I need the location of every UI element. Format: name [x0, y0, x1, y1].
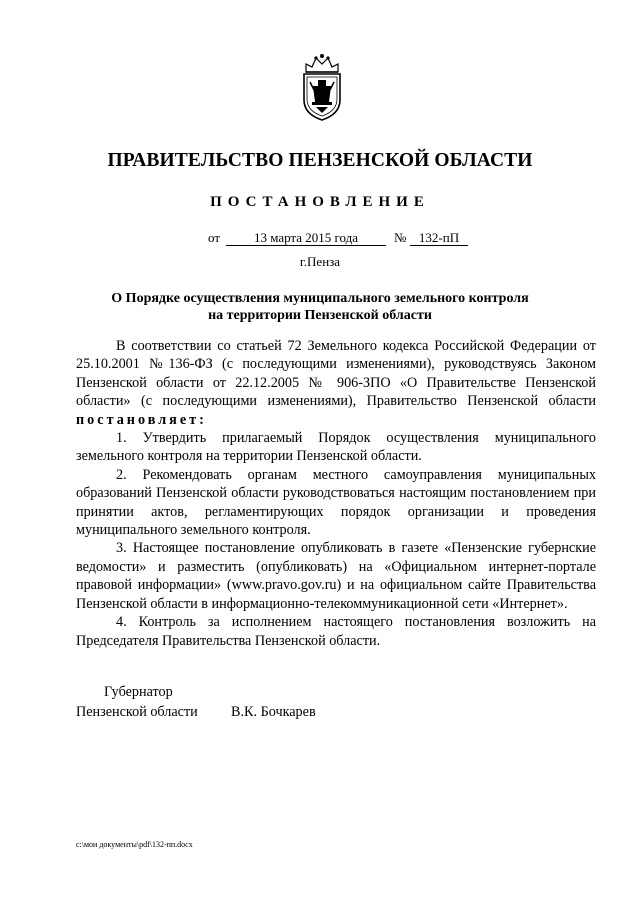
signatory-position-line-1: Губернатор [104, 684, 173, 700]
preamble-text: В соответствии со статьей 72 Земельного кодекса Российской Федерации от 25.10.2001 №136-ФЗ (с последующими изменениями), руководствуясь Законом Пензенской области от 22.12.2005 № 906-ЗПО «О Правительстве Пензенской области» (с последующими изменениями), Правительство Пензенской области [76, 338, 596, 410]
subject-line-1: О Порядке осуществления муниципального земельного контроля [111, 291, 529, 306]
number-label: № [394, 230, 407, 245]
document-number: 132-пП [410, 230, 468, 246]
item-1: 1. Утвердить прилагаемый Порядок осуществления муниципального земельного контроля на территории Пензенской области. [76, 430, 596, 465]
city: г.Пенза [299, 254, 341, 269]
document-body [76, 337, 596, 650]
date-label: от [208, 230, 221, 245]
item-3: 3. Настоящее постановление опубликовать в газете «Пензенские губернские ведомости» и разместить (опубликовать) на «Официальном интернет-портале правовой информации» (www.pravo.gov.ru) и на официальном сайте Правительства Пензенской области в информационно-телекоммуникационной сети «Интернет». [76, 540, 596, 612]
organization-title: ПРАВИТЕЛЬСТВО ПЕНЗЕНСКОЙ ОБЛАСТИ [107, 150, 533, 171]
subject-line-2: на территории Пензенской области [208, 308, 432, 323]
item-2: 2. Рекомендовать органам местного самоуправления муниципальных образований Пензенской области руководствоваться настоящим постановлением при принятии актов, регламентирующих порядок организации и проведения муниципального земельного контроля. [76, 466, 596, 539]
date-number-line [208, 230, 468, 248]
signature-row [76, 702, 476, 722]
file-path-footer: c:\мои документы\pdf\132-пп.docx [76, 840, 193, 849]
item-4: 4. Контроль за исполнением настоящего постановления возложить на Председателя Правительства Пензенской области. [76, 614, 596, 649]
document-date: 13 марта 2015 года [226, 230, 386, 246]
signatory-position-line-2: Пензенской области [76, 704, 198, 720]
preamble-paragraph [76, 337, 596, 429]
document-subject [0, 290, 640, 324]
signatory-name: В.К. Бочкарев [231, 704, 316, 720]
document-type: ПОСТАНОВЛЕНИЕ [210, 194, 430, 210]
resolves-keyword: постановляет: [76, 411, 207, 428]
pensa-coat-of-arms-icon [296, 52, 348, 122]
signature-block [76, 682, 476, 722]
